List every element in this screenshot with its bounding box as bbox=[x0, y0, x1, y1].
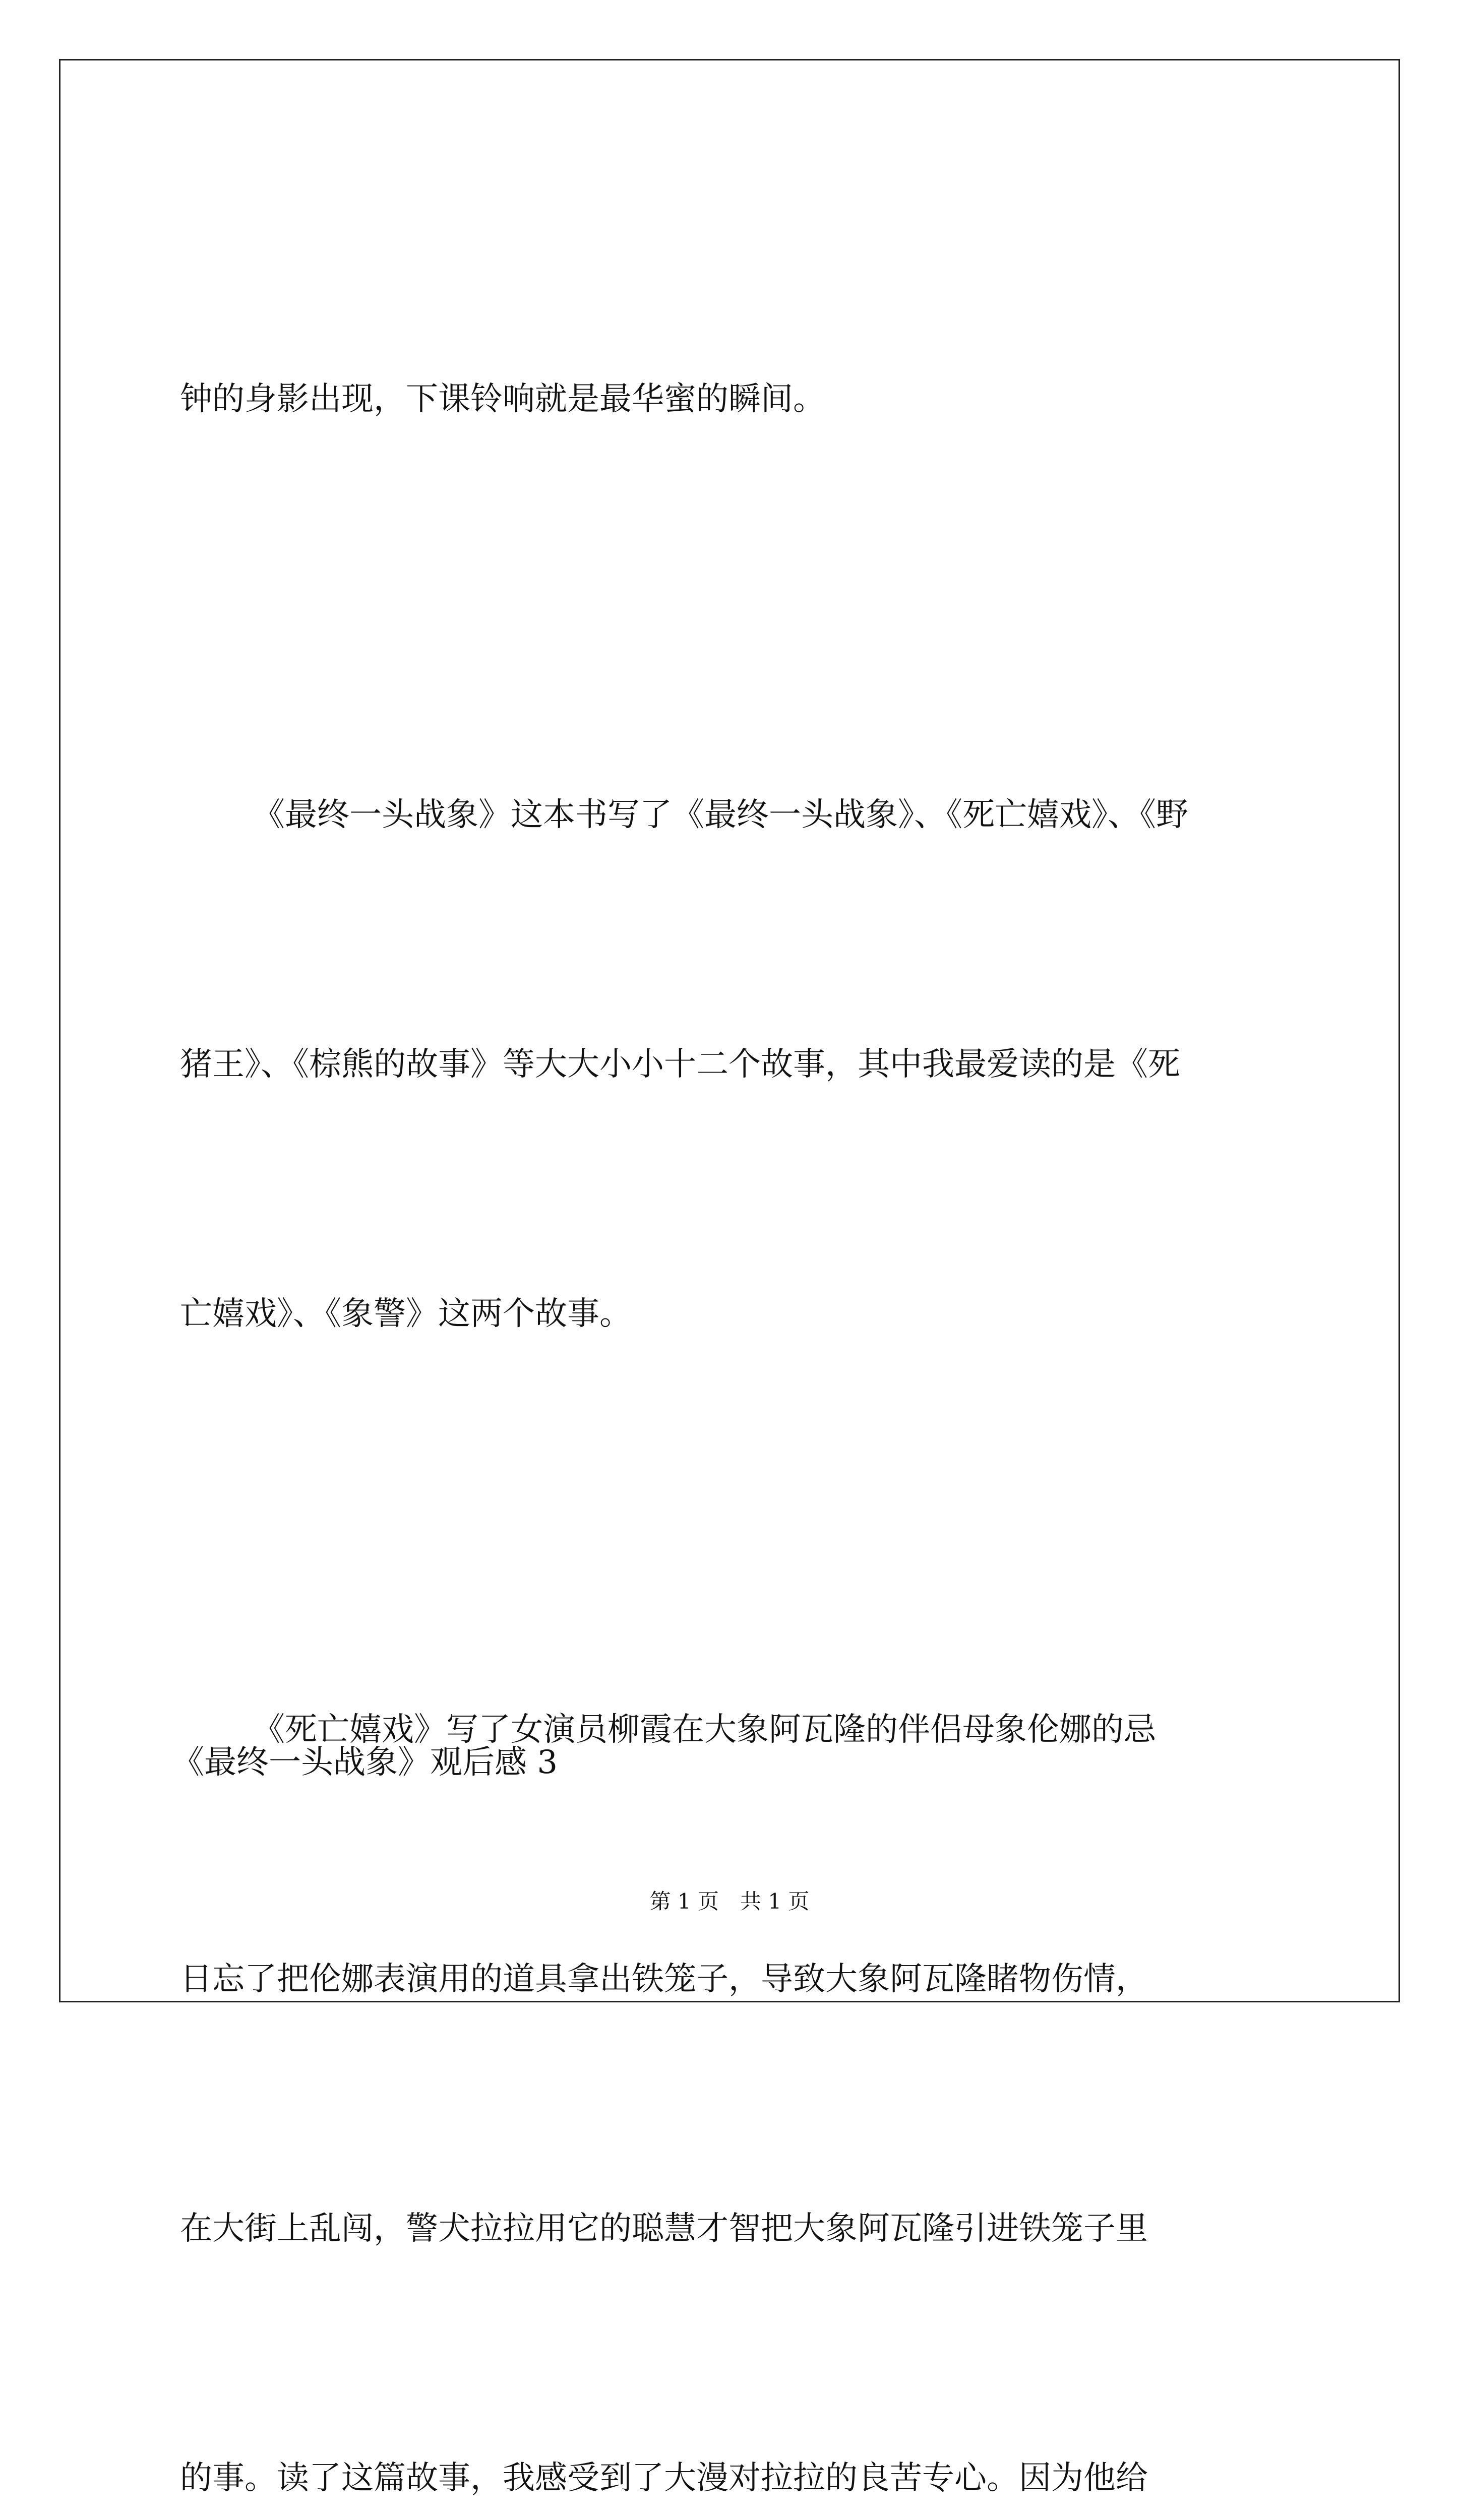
paragraph-3 bbox=[180, 1522, 1284, 2520]
text-line: 《最终一头战象》这本书写了《最终一头战象》、《死亡嬉戏》、《野 bbox=[253, 796, 1188, 834]
text-line: 钟的身影出现，下课铃响就是最华蜜的瞬间。 bbox=[180, 381, 825, 418]
text-line: 在大街上乱闯，警犬拉拉用它的聪慧才智把大象阿瓦隆引进铁笼子里 bbox=[180, 2210, 1148, 2247]
page-footer: 第 1 页 共 1 页 bbox=[649, 1889, 810, 1914]
text-line: 《死亡嬉戏》写了女演员柳霞在大象阿瓦隆的伴侣母象伦娜的忌 bbox=[253, 1711, 1156, 1748]
document-body bbox=[180, 192, 1284, 2520]
text-line: 猪王》、《棕熊的故事》等大大小小十二个故事，其中我最爱读的是《死 bbox=[180, 1046, 1180, 1083]
section-heading: 《最终一头战象》观后感 3 bbox=[172, 1744, 558, 1781]
paragraph-1 bbox=[180, 192, 1284, 607]
text-line: 日忘了把伦娜表演用的道具拿出铁笼子，导致大象阿瓦隆睹物伤情， bbox=[180, 1961, 1148, 1998]
text-line: 亡嬉戏》、《象警》这两个故事。 bbox=[180, 1295, 632, 1333]
paragraph-2 bbox=[180, 607, 1284, 1522]
text-line: 的事。读了这篇故事，我感受到了大漫对拉拉的良苦专心。因为他给 bbox=[180, 2460, 1148, 2497]
